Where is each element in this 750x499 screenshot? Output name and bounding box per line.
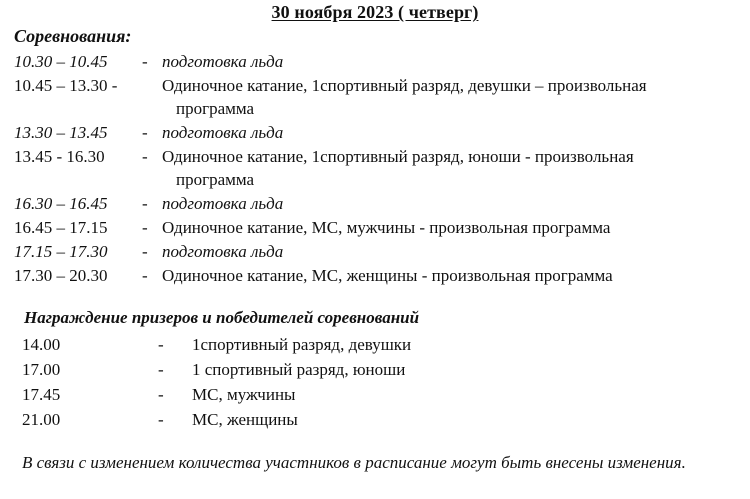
schedule-separator: -: [142, 147, 148, 166]
award-row: [22, 357, 722, 382]
competitions-section-heading: Соревнования:: [14, 26, 132, 46]
schedule-description-text: подготовка льда: [162, 194, 284, 213]
schedule-time: 17.30 – 20.30: [14, 266, 108, 285]
schedule-time: 10.30 – 10.45: [14, 52, 108, 71]
schedule-description-text: Одиночное катание, 1спортивный разряд, девушки – произвольная: [162, 76, 647, 95]
award-time: 17.00: [22, 360, 61, 379]
award-description: 1 спортивный разряд, юноши: [192, 360, 406, 379]
schedule-description-continuation: программа: [176, 99, 255, 118]
schedule-separator: -: [142, 218, 148, 237]
schedule-description: [162, 121, 722, 144]
schedule-description-text: Одиночное катание, МС, женщины - произвольная программа: [162, 266, 613, 285]
award-row: [22, 382, 722, 407]
schedule-row: [14, 192, 744, 215]
schedule-separator: -: [142, 52, 148, 71]
schedule-description: [162, 240, 722, 263]
page-title-text: 30 ноября 2023 ( четверг): [271, 2, 479, 22]
award-row: [22, 407, 722, 432]
schedule-description: [162, 216, 722, 239]
schedule-list: [14, 50, 744, 288]
award-description: МС, мужчины: [192, 385, 296, 404]
schedule-separator: -: [142, 194, 148, 213]
schedule-time: 13.30 – 13.45: [14, 123, 108, 142]
award-description: МС, женщины: [192, 410, 298, 429]
schedule-description-text: Одиночное катание, МС, мужчины - произвольная программа: [162, 218, 611, 237]
schedule-separator: -: [142, 266, 148, 285]
schedule-description-continuation: программа: [176, 170, 255, 189]
schedule-time: 13.45 - 16.30: [14, 147, 105, 166]
schedule-row: [14, 50, 744, 73]
award-time: 17.45: [22, 385, 61, 404]
schedule-description-text: Одиночное катание, 1спортивный разряд, юноши - произвольная: [162, 147, 634, 166]
award-separator: -: [158, 360, 164, 379]
schedule-description-text: подготовка льда: [162, 123, 284, 142]
schedule-description: [162, 145, 722, 191]
schedule-change-note: В связи с изменением количества участников в расписание могут быть внесены изменения.: [22, 453, 686, 472]
schedule-description-text: подготовка льда: [162, 52, 284, 71]
awards-list: [22, 332, 722, 432]
schedule-time: 16.30 – 16.45: [14, 194, 108, 213]
award-separator: -: [158, 410, 164, 429]
awards-section-heading: Награждение призеров и победителей соревнований: [24, 308, 420, 327]
award-separator: -: [158, 335, 164, 354]
schedule-time: 16.45 – 17.15: [14, 218, 108, 237]
schedule-description: [162, 74, 722, 120]
page-title: [0, 2, 750, 23]
schedule-row: [14, 216, 744, 239]
award-row: [22, 332, 722, 357]
award-description: 1спортивный разряд, девушки: [192, 335, 412, 354]
award-separator: -: [158, 385, 164, 404]
schedule-separator: -: [142, 242, 148, 261]
schedule-time: 10.45 – 13.30 -: [14, 76, 118, 95]
award-time: 14.00: [22, 335, 61, 354]
schedule-separator: -: [142, 123, 148, 142]
schedule-description: [162, 50, 722, 73]
schedule-description-text: подготовка льда: [162, 242, 284, 261]
schedule-description: [162, 264, 722, 287]
schedule-time: 17.15 – 17.30: [14, 242, 108, 261]
schedule-description: [162, 192, 722, 215]
award-time: 21.00: [22, 410, 61, 429]
schedule-row: [14, 74, 744, 120]
schedule-row: [14, 145, 744, 191]
schedule-row: [14, 264, 744, 287]
schedule-row: [14, 240, 744, 263]
schedule-row: [14, 121, 744, 144]
